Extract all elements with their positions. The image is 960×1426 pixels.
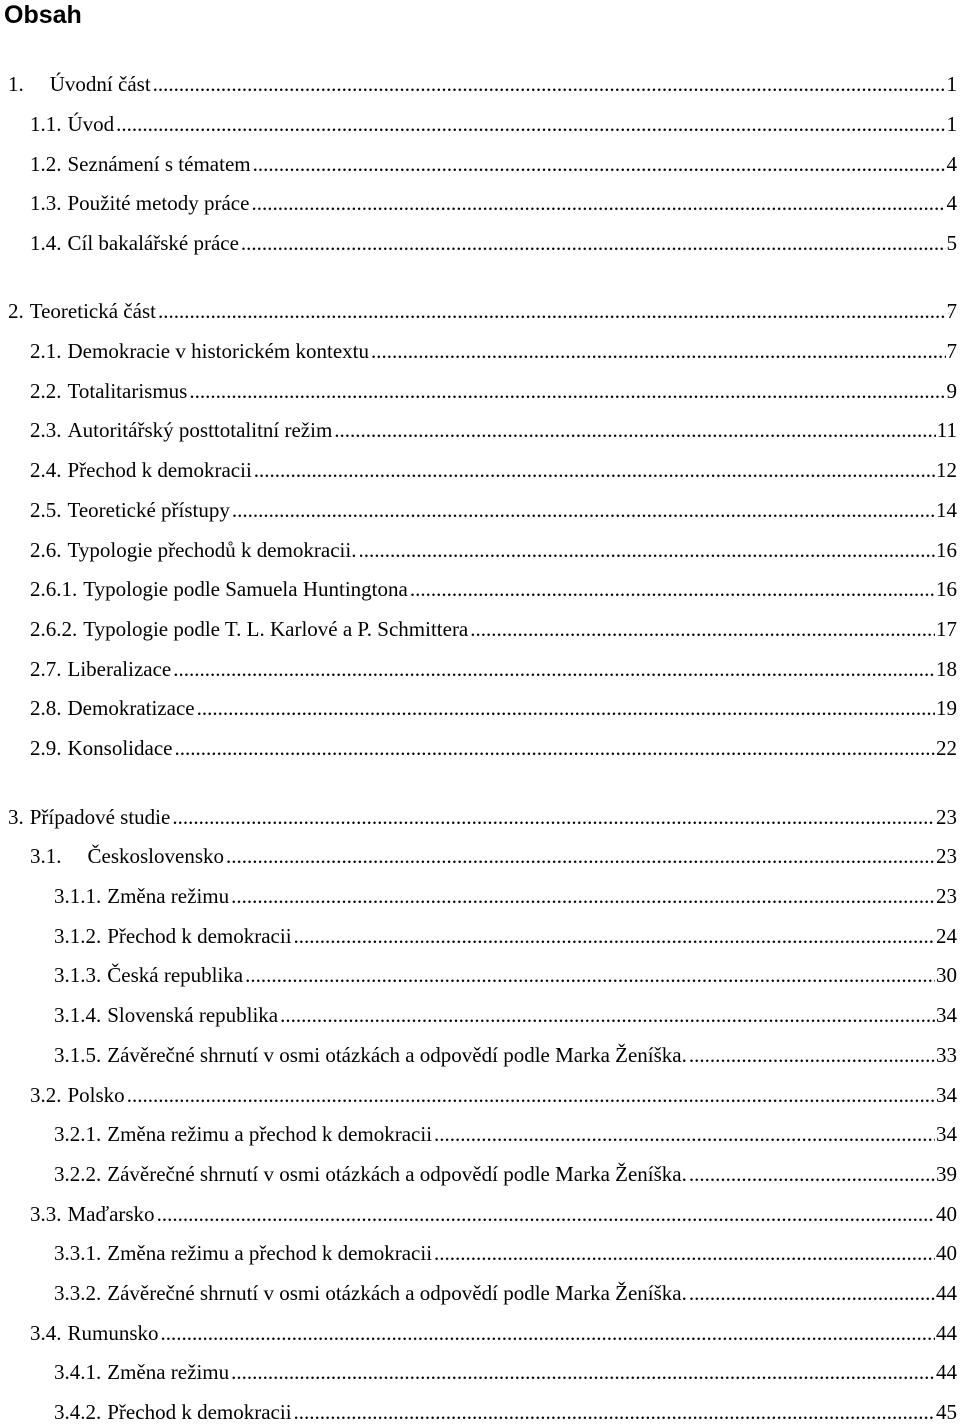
toc-entry-number: 3.3. xyxy=(30,1202,62,1226)
toc-entry-number: 2.1. xyxy=(30,339,62,363)
toc-entry-page: 16 xyxy=(936,538,957,562)
toc-entry[interactable] xyxy=(30,536,957,564)
toc-entry-page: 34 xyxy=(936,1003,957,1027)
toc-entry-page: 24 xyxy=(936,924,957,948)
toc-entry-number: 1.2. xyxy=(30,152,62,176)
toc-entry[interactable] xyxy=(54,1160,957,1188)
toc-entry[interactable] xyxy=(30,1319,957,1347)
toc-dot-leader xyxy=(231,882,935,910)
toc-entry-title: Změna režimu a přechod k demokracii xyxy=(107,1122,433,1146)
toc-entry-title: Liberalizace xyxy=(67,657,172,681)
toc-entry[interactable] xyxy=(8,70,957,98)
toc-entry-title: Slovenská republika xyxy=(107,1003,279,1027)
toc-entry-title: Typologie přechodů k demokracii. xyxy=(67,538,357,562)
toc-entry-title: Polsko xyxy=(67,1083,125,1107)
toc-entry[interactable] xyxy=(30,575,957,603)
toc-entry-number: 3.4.1. xyxy=(54,1360,102,1384)
toc-entry-page: 23 xyxy=(936,805,957,829)
toc-entry-title: Přechod k demokracii xyxy=(67,458,252,482)
toc-entry[interactable] xyxy=(30,842,957,870)
toc-entry-page: 34 xyxy=(936,1083,957,1107)
toc-dot-leader xyxy=(434,1120,935,1148)
toc-dot-leader xyxy=(689,1279,935,1307)
toc-dot-leader xyxy=(245,961,935,989)
toc-entry-title: Autoritářský posttotalitní režim xyxy=(67,418,333,442)
toc-entry-number: 3.2.2. xyxy=(54,1162,102,1186)
toc-entry-page: 40 xyxy=(936,1241,957,1265)
toc-entry-title: Teoretická část xyxy=(29,299,156,323)
toc-entry-number: 1. xyxy=(8,72,24,96)
toc-dot-leader xyxy=(253,150,946,178)
toc-entry-page: 18 xyxy=(936,657,957,681)
toc-entry[interactable] xyxy=(54,1358,957,1386)
toc-entry-title: Česká republika xyxy=(107,963,244,987)
toc-entry-number: 3.4. xyxy=(30,1321,62,1345)
toc-entry-page: 44 xyxy=(936,1321,957,1345)
toc-entry[interactable] xyxy=(54,1120,957,1148)
toc-dot-leader xyxy=(241,229,946,257)
toc-dot-leader xyxy=(280,1001,935,1029)
toc-dot-leader xyxy=(172,803,935,831)
toc-entry-number: 3.1.3. xyxy=(54,963,102,987)
page-title: Obsah xyxy=(4,1,82,29)
toc-dot-leader xyxy=(358,536,935,564)
toc-entry[interactable] xyxy=(54,961,957,989)
toc-entry-page: 44 xyxy=(936,1360,957,1384)
toc-entry-number: 3.1. xyxy=(30,844,62,868)
toc-dot-leader xyxy=(226,842,935,870)
toc-entry-number: 2.9. xyxy=(30,736,62,760)
toc-entry-number: 2.2. xyxy=(30,379,62,403)
toc-entry[interactable] xyxy=(54,882,957,910)
toc-entry-title: Závěrečné shrnutí v osmi otázkách a odpovědí podle Marka Ženíška. xyxy=(107,1281,687,1305)
toc-entry-page: 7 xyxy=(946,339,957,363)
toc-entry-title: Totalitarismus xyxy=(67,379,188,403)
toc-entry-number: 2.8. xyxy=(30,696,62,720)
toc-dot-leader xyxy=(197,694,935,722)
toc-entry-number: 3.1.4. xyxy=(54,1003,102,1027)
toc-entry[interactable] xyxy=(8,297,957,325)
toc-entry-number: 3.1.5. xyxy=(54,1043,102,1067)
toc-entry[interactable] xyxy=(30,229,957,257)
toc-entry[interactable] xyxy=(54,1041,957,1069)
toc-entry[interactable] xyxy=(30,456,957,484)
toc-entry-page: 23 xyxy=(936,884,957,908)
toc-entry-page: 11 xyxy=(936,418,957,442)
toc-entry[interactable] xyxy=(30,337,957,365)
toc-dot-leader xyxy=(294,922,935,950)
toc-dot-leader xyxy=(116,110,945,138)
toc-entry-page: 4 xyxy=(946,152,957,176)
toc-entry-title: Typologie podle Samuela Huntingtona xyxy=(83,577,408,601)
toc-entry[interactable] xyxy=(30,377,957,405)
toc-entry-page: 23 xyxy=(936,844,957,868)
toc-entry[interactable] xyxy=(30,694,957,722)
toc-entry-number: 3.1.2. xyxy=(54,924,102,948)
toc-entry-number: 2.6.1. xyxy=(30,577,78,601)
toc-entry-title: Závěrečné shrnutí v osmi otázkách a odpovědí podle Marka Ženíška. xyxy=(107,1043,687,1067)
toc-dot-leader xyxy=(189,377,945,405)
toc-dot-leader xyxy=(174,734,935,762)
toc-entry-title: Cíl bakalářské práce xyxy=(67,231,239,255)
toc-dot-leader xyxy=(334,416,935,444)
toc-entry-page: 44 xyxy=(936,1281,957,1305)
toc-entry-number: 2.3. xyxy=(30,418,62,442)
toc-dot-leader xyxy=(232,496,935,524)
toc-entry-page: 34 xyxy=(936,1122,957,1146)
toc-entry-page: 14 xyxy=(936,498,957,522)
toc-entry-title: Změna režimu a přechod k demokracii xyxy=(107,1241,433,1265)
toc-entry[interactable] xyxy=(8,803,957,831)
toc-entry[interactable] xyxy=(30,150,957,178)
toc-entry-number: 3.2. xyxy=(30,1083,62,1107)
toc-entry-page: 33 xyxy=(936,1043,957,1067)
toc-entry-title: Seznámení s tématem xyxy=(67,152,251,176)
toc-entry-page: 17 xyxy=(936,617,957,641)
toc-entry-page: 12 xyxy=(936,458,957,482)
toc-dot-leader xyxy=(410,575,935,603)
toc-entry[interactable] xyxy=(30,416,957,444)
toc-entry[interactable] xyxy=(30,496,957,524)
toc-entry-number: 2.5. xyxy=(30,498,62,522)
toc-entry[interactable] xyxy=(30,655,957,683)
toc-entry-number: 1.4. xyxy=(30,231,62,255)
toc-dot-leader xyxy=(689,1160,935,1188)
toc-entry-number: 1.3. xyxy=(30,191,62,215)
toc-entry-page: 7 xyxy=(946,299,957,323)
toc-entry-title: Závěrečné shrnutí v osmi otázkách a odpovědí podle Marka Ženíška. xyxy=(107,1162,687,1186)
toc-dot-leader xyxy=(231,1358,935,1386)
toc-entry-page: 5 xyxy=(946,231,957,255)
toc-dot-leader xyxy=(153,70,946,98)
toc-dot-leader xyxy=(158,297,946,325)
toc-entry-number: 2.6.2. xyxy=(30,617,78,641)
toc-entry-title: Teoretické přístupy xyxy=(67,498,230,522)
toc-entry-title: Změna režimu xyxy=(107,884,230,908)
toc-entry[interactable] xyxy=(30,189,957,217)
toc-entry-title: Úvodní část xyxy=(49,72,151,96)
toc-entry-page: 45 xyxy=(936,1400,957,1424)
toc-entry[interactable] xyxy=(54,1239,957,1267)
toc-entry-number: 1.1. xyxy=(30,112,62,136)
toc-entry-number: 2.6. xyxy=(30,538,62,562)
toc-entry[interactable] xyxy=(30,615,957,643)
toc-entry-title: Přechod k demokracii xyxy=(107,1400,292,1424)
toc-dot-leader xyxy=(157,1200,935,1228)
toc-entry-title: Změna režimu xyxy=(107,1360,230,1384)
toc-entry[interactable] xyxy=(30,1081,957,1109)
toc-entry[interactable] xyxy=(54,1001,957,1029)
toc-entry-title: Typologie podle T. L. Karlové a P. Schmittera xyxy=(83,617,469,641)
toc-entry-title: Použité metody práce xyxy=(67,191,250,215)
toc-entry[interactable] xyxy=(30,110,957,138)
toc-entry-number: 3. xyxy=(8,805,24,829)
toc-entry-page: 1 xyxy=(946,72,957,96)
toc-dot-leader xyxy=(173,655,935,683)
toc-entry-title: Maďarsko xyxy=(67,1202,155,1226)
toc-dot-leader xyxy=(127,1081,935,1109)
toc-entry[interactable] xyxy=(54,922,957,950)
toc-entry-number: 3.3.1. xyxy=(54,1241,102,1265)
toc-entry-page: 19 xyxy=(936,696,957,720)
toc-entry-number: 3.2.1. xyxy=(54,1122,102,1146)
toc-entry-title: Konsolidace xyxy=(67,736,173,760)
toc-entry-page: 1 xyxy=(946,112,957,136)
toc-entry-page: 40 xyxy=(936,1202,957,1226)
toc-entry-page: 22 xyxy=(936,736,957,760)
toc-entry-number: 3.4.2. xyxy=(54,1400,102,1424)
toc-dot-leader xyxy=(470,615,935,643)
toc-entry-title: Demokracie v historickém kontextu xyxy=(67,339,369,363)
toc-entry-title: Československo xyxy=(87,844,224,868)
toc-entry-title: Úvod xyxy=(67,112,115,136)
toc-dot-leader xyxy=(689,1041,935,1069)
toc-entry-page: 39 xyxy=(936,1162,957,1186)
toc-entry-number: 3.3.2. xyxy=(54,1281,102,1305)
toc-dot-leader xyxy=(161,1319,935,1347)
toc-entry[interactable] xyxy=(54,1279,957,1307)
toc-entry-page: 16 xyxy=(936,577,957,601)
toc-entry-number: 2.4. xyxy=(30,458,62,482)
toc-entry-number: 2.7. xyxy=(30,657,62,681)
toc-entry-title: Případové studie xyxy=(29,805,171,829)
toc-entry[interactable] xyxy=(30,734,957,762)
toc-dot-leader xyxy=(254,456,935,484)
toc-entry-page: 4 xyxy=(946,191,957,215)
toc-entry-page: 9 xyxy=(946,379,957,403)
toc-entry-title: Rumunsko xyxy=(67,1321,159,1345)
toc-entry-number: 3.1.1. xyxy=(54,884,102,908)
toc-entry-title: Demokratizace xyxy=(67,696,195,720)
toc-dot-leader xyxy=(251,189,945,217)
toc-dot-leader xyxy=(371,337,946,365)
toc-dot-leader xyxy=(434,1239,935,1267)
toc-entry-page: 30 xyxy=(936,963,957,987)
toc-entry[interactable] xyxy=(30,1200,957,1228)
toc-entry-title: Přechod k demokracii xyxy=(107,924,292,948)
toc-entry-number: 2. xyxy=(8,299,24,323)
